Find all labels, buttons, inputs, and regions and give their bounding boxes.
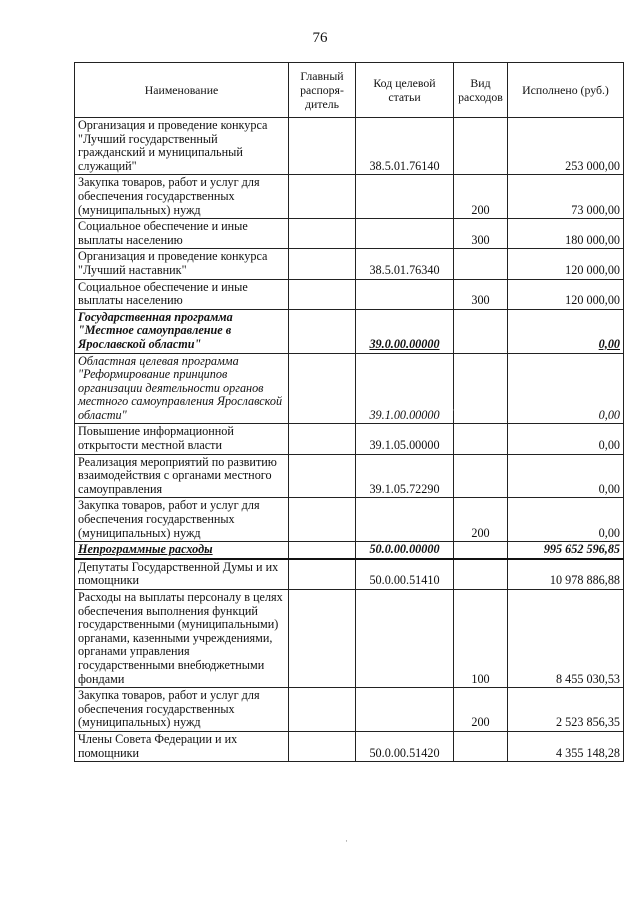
cell-name: Непрограммные расходы xyxy=(75,542,289,559)
cell-target-item-code: 39.0.00.00000 xyxy=(356,309,454,353)
cell-target-item-code xyxy=(356,175,454,219)
cell-expense-kind xyxy=(454,454,508,498)
cell-name: Социальное обеспечение и иные выплаты населению xyxy=(75,219,289,249)
table-header-row xyxy=(75,63,624,118)
cell-executed-amount: 8 455 030,53 xyxy=(508,590,624,688)
cell-name: Организация и проведение конкурса "Лучший государственный гражданский и муниципальный служащий" xyxy=(75,118,289,175)
cell-name: Реализация мероприятий по развитию взаимодействия с органами местного самоуправления xyxy=(75,454,289,498)
header-chief-administrator: Главный распоря-дитель xyxy=(289,63,356,118)
table-row xyxy=(75,118,624,175)
cell-name: Закупка товаров, работ и услуг для обеспечения государственных (муниципальных) нужд xyxy=(75,688,289,732)
cell-target-item-code: 50.0.00.51420 xyxy=(356,731,454,761)
header-target-item-code: Код целевой статьи xyxy=(356,63,454,118)
cell-expense-kind xyxy=(454,542,508,559)
cell-expense-kind xyxy=(454,559,508,590)
table-body xyxy=(75,118,624,762)
cell-expense-kind: 200 xyxy=(454,175,508,219)
cell-chief-administrator xyxy=(289,454,356,498)
cell-target-item-code: 38.5.01.76340 xyxy=(356,249,454,279)
cell-executed-amount: 180 000,00 xyxy=(508,219,624,249)
cell-name: Закупка товаров, работ и услуг для обеспечения государственных (муниципальных) нужд xyxy=(75,175,289,219)
table-row xyxy=(75,542,624,559)
cell-target-item-code xyxy=(356,219,454,249)
scan-speck: · xyxy=(345,836,348,846)
cell-name: Закупка товаров, работ и услуг для обеспечения государственных (муниципальных) нужд xyxy=(75,498,289,542)
cell-target-item-code: 39.1.00.00000 xyxy=(356,353,454,424)
table-row xyxy=(75,219,624,249)
cell-executed-amount: 995 652 596,85 xyxy=(508,542,624,559)
cell-chief-administrator xyxy=(289,353,356,424)
cell-target-item-code: 50.0.00.00000 xyxy=(356,542,454,559)
cell-expense-kind: 300 xyxy=(454,279,508,309)
cell-name: Социальное обеспечение и иные выплаты населению xyxy=(75,279,289,309)
cell-name: Государственная программа "Местное самоуправление в Ярославской области" xyxy=(75,309,289,353)
table-row xyxy=(75,590,624,688)
cell-executed-amount: 10 978 886,88 xyxy=(508,559,624,590)
budget-execution-table xyxy=(74,62,624,762)
cell-executed-amount: 0,00 xyxy=(508,424,624,454)
cell-executed-amount: 0,00 xyxy=(508,309,624,353)
cell-executed-amount: 0,00 xyxy=(508,353,624,424)
cell-executed-amount: 73 000,00 xyxy=(508,175,624,219)
cell-expense-kind xyxy=(454,731,508,761)
cell-chief-administrator xyxy=(289,118,356,175)
cell-expense-kind: 300 xyxy=(454,219,508,249)
table-row xyxy=(75,731,624,761)
cell-chief-administrator xyxy=(289,498,356,542)
cell-target-item-code: 39.1.05.00000 xyxy=(356,424,454,454)
cell-executed-amount: 120 000,00 xyxy=(508,279,624,309)
cell-name: Повышение информационной открытости местной власти xyxy=(75,424,289,454)
cell-name: Организация и проведение конкурса "Лучший наставник" xyxy=(75,249,289,279)
cell-name: Члены Совета Федерации и их помощники xyxy=(75,731,289,761)
cell-target-item-code xyxy=(356,498,454,542)
cell-chief-administrator xyxy=(289,559,356,590)
cell-chief-administrator xyxy=(289,731,356,761)
cell-target-item-code: 50.0.00.51410 xyxy=(356,559,454,590)
cell-target-item-code: 38.5.01.76140 xyxy=(356,118,454,175)
cell-target-item-code xyxy=(356,279,454,309)
cell-expense-kind xyxy=(454,353,508,424)
cell-executed-amount: 253 000,00 xyxy=(508,118,624,175)
header-name: Наименование xyxy=(75,63,289,118)
cell-expense-kind xyxy=(454,309,508,353)
cell-chief-administrator xyxy=(289,309,356,353)
table-row xyxy=(75,353,624,424)
cell-chief-administrator xyxy=(289,424,356,454)
cell-chief-administrator xyxy=(289,219,356,249)
cell-chief-administrator xyxy=(289,688,356,732)
cell-expense-kind: 200 xyxy=(454,498,508,542)
cell-expense-kind: 100 xyxy=(454,590,508,688)
table-row xyxy=(75,309,624,353)
table-row xyxy=(75,249,624,279)
header-executed-amount: Исполнено (руб.) xyxy=(508,63,624,118)
table-row xyxy=(75,424,624,454)
cell-chief-administrator xyxy=(289,249,356,279)
header-expense-kind: Вид расходов xyxy=(454,63,508,118)
cell-executed-amount: 2 523 856,35 xyxy=(508,688,624,732)
cell-name: Депутаты Государственной Думы и их помощники xyxy=(75,559,289,590)
cell-name: Областная целевая программа "Реформирование принципов организации деятельности органов местного самоуправления Ярославской области" xyxy=(75,353,289,424)
cell-chief-administrator xyxy=(289,279,356,309)
cell-target-item-code xyxy=(356,590,454,688)
cell-expense-kind: 200 xyxy=(454,688,508,732)
cell-target-item-code xyxy=(356,688,454,732)
cell-expense-kind xyxy=(454,249,508,279)
cell-chief-administrator xyxy=(289,175,356,219)
scan-speck: · xyxy=(452,405,455,415)
cell-executed-amount: 120 000,00 xyxy=(508,249,624,279)
cell-target-item-code: 39.1.05.72290 xyxy=(356,454,454,498)
table-row xyxy=(75,454,624,498)
table-row xyxy=(75,688,624,732)
table-row xyxy=(75,279,624,309)
cell-chief-administrator xyxy=(289,542,356,559)
cell-executed-amount: 0,00 xyxy=(508,498,624,542)
table-row xyxy=(75,175,624,219)
table-row xyxy=(75,498,624,542)
cell-expense-kind xyxy=(454,424,508,454)
cell-chief-administrator xyxy=(289,590,356,688)
page-number: 76 xyxy=(312,30,328,46)
cell-name: Расходы на выплаты персоналу в целях обеспечения выполнения функций государственными (муниципальными) органами, казенными учреждениями, органами управления государственными внебюджетными фондами xyxy=(75,590,289,688)
cell-executed-amount: 0,00 xyxy=(508,454,624,498)
cell-executed-amount: 4 355 148,28 xyxy=(508,731,624,761)
table-row xyxy=(75,559,624,590)
cell-expense-kind xyxy=(454,118,508,175)
